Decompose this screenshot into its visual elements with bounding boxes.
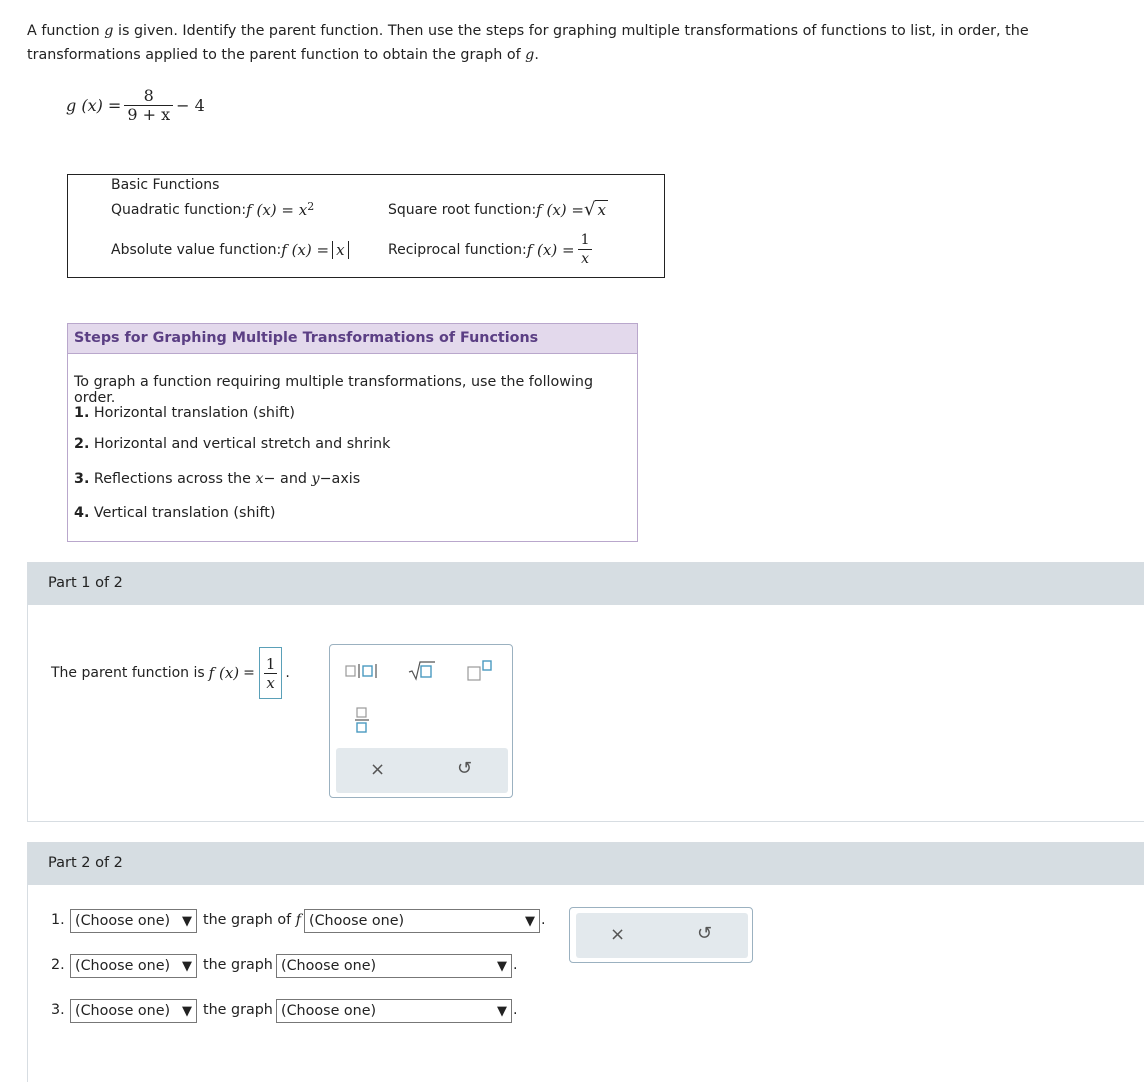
square-root-button[interactable] bbox=[408, 659, 436, 685]
chevron-down-icon: ▼ bbox=[182, 913, 192, 929]
math-palette bbox=[329, 644, 513, 798]
row-3-detail-select[interactable]: (Choose one) ▼ bbox=[276, 999, 512, 1023]
row-1-transformation-select[interactable]: (Choose one) ▼ bbox=[70, 909, 197, 933]
square-root-function: Square root function: f (x) = √ x bbox=[388, 199, 606, 220]
fraction-icon bbox=[354, 705, 370, 735]
chevron-down-icon: ▼ bbox=[182, 1003, 192, 1019]
fraction-button[interactable] bbox=[354, 705, 370, 739]
row-1-number: 1. bbox=[51, 912, 65, 928]
square-root-icon bbox=[408, 659, 436, 681]
undo-button[interactable]: ↺ bbox=[697, 923, 713, 944]
palette-action-bar bbox=[336, 748, 508, 793]
absolute-value-function: Absolute value function: f (x) = x bbox=[111, 241, 349, 259]
absolute-value-icon bbox=[344, 661, 382, 681]
row-3-text: the graph bbox=[203, 1002, 273, 1018]
reciprocal-function: Reciprocal function: f (x) = $\frac{1}{x}$ bbox=[388, 231, 595, 268]
absolute-value-button[interactable] bbox=[344, 661, 382, 685]
row-1-text: the graph of f bbox=[203, 912, 302, 928]
part-1-header: Part 1 of 2 bbox=[28, 563, 1144, 605]
instructions: A function g is given. Identify the parent function. Then use the steps for graphing multiple transformations of functions to list, in order, the transformations applied to the parent function to obtain the graph of g. bbox=[27, 23, 1029, 63]
chevron-down-icon: ▼ bbox=[182, 958, 192, 974]
parent-function-question: The parent function is f (x) = $\frac{1}{x}$ . bbox=[51, 646, 290, 700]
steps-heading: Steps for Graphing Multiple Transformations of Functions bbox=[68, 324, 637, 354]
radical-sign: √ bbox=[584, 199, 596, 220]
step-1: 1. Horizontal translation (shift) bbox=[74, 405, 295, 421]
undo-button[interactable]: ↺ bbox=[457, 758, 473, 779]
row-1-detail-select[interactable]: (Choose one) ▼ bbox=[304, 909, 540, 933]
chevron-down-icon: ▼ bbox=[497, 958, 507, 974]
clear-button[interactable]: × bbox=[610, 924, 626, 945]
row-2-detail-select[interactable]: (Choose one) ▼ bbox=[276, 954, 512, 978]
steps-box bbox=[67, 323, 638, 542]
clear-button[interactable]: × bbox=[370, 759, 386, 780]
row-2-number: 2. bbox=[51, 957, 65, 973]
basic-functions-box bbox=[67, 174, 665, 278]
row-2-transformation-select[interactable]: (Choose one) ▼ bbox=[70, 954, 197, 978]
part-2-header: Part 2 of 2 bbox=[28, 843, 1144, 885]
row-2-text: the graph bbox=[203, 957, 273, 973]
steps-intro: To graph a function requiring multiple transformations, use the following order. bbox=[74, 374, 594, 406]
chevron-down-icon: ▼ bbox=[525, 913, 535, 929]
step-4: 4. Vertical translation (shift) bbox=[74, 505, 276, 521]
parent-function-answer-input[interactable]: $\frac{1}{x}$ bbox=[259, 647, 283, 699]
row-3-number: 3. bbox=[51, 1002, 65, 1018]
given-function-lhs: g (x) = bbox=[66, 95, 122, 115]
step-3: 3. Reflections across the x− and y−axis bbox=[74, 471, 361, 487]
chevron-down-icon: ▼ bbox=[497, 1003, 507, 1019]
palette-action-bar bbox=[576, 913, 748, 958]
given-function: g (x) = $\frac{8}{9 + x}$ − 4 bbox=[66, 85, 205, 124]
exponent-button[interactable] bbox=[466, 659, 496, 687]
part-2-action-palette bbox=[569, 907, 753, 963]
row-3-transformation-select[interactable]: (Choose one) ▼ bbox=[70, 999, 197, 1023]
exponent-icon bbox=[466, 659, 496, 683]
basic-functions-title: Basic Functions bbox=[111, 177, 220, 193]
step-2: 2. Horizontal and vertical stretch and shrink bbox=[74, 436, 391, 452]
quadratic-function: Quadratic function: f (x) = x $^2$ bbox=[111, 199, 315, 219]
given-function-fraction: $\frac{8}{9 + x}$ bbox=[124, 87, 173, 124]
